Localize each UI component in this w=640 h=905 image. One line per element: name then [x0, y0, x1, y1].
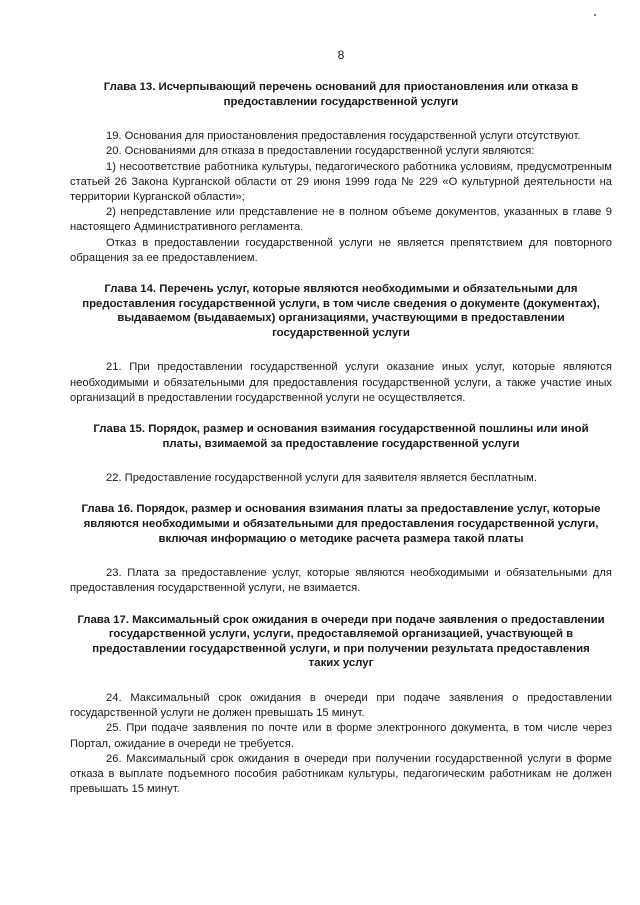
chapter-15-title: Глава 15. Порядок, размер и основания взимания государственной пошлины или иной платы, взимаемой за предоставление государственной услуги — [93, 423, 589, 450]
paragraph-25: 25. При подаче заявления по почте или в форме электронного документа, в том числе через Портал, ожидание в очереди не требуется. — [70, 722, 612, 750]
paragraph-23: 23. Плата за предоставление услуг, которые являются необходимыми и обязательными для предоставления государственной услуги, не взимается. — [70, 567, 612, 595]
paragraph-refusal-note: Отказ в предоставлении государственной услуги не является препятствием для повторного обращения за ее предоставлением. — [70, 236, 612, 264]
chapter-13-title: Глава 13. Исчерпывающий перечень оснований для приостановления или отказа в предоставлении государственной услуги — [103, 81, 579, 108]
paragraph-24: 24. Максимальный срок ожидания в очереди при подаче заявления о предоставлении государственной услуги не должен превышать 15 минут. — [70, 691, 612, 720]
page-number: 8 — [337, 48, 345, 62]
chapter-17-title: Глава 17. Максимальный срок ожидания в очереди при подаче заявления о предоставлении государственной услуги, услуги, предоставляемой организацией, участвующей в предоставлении государственной услуги, и при получении результата предоставления таких услуг — [77, 613, 605, 670]
paragraph-22: 22. Предоставление государственной услуги для заявителя является бесплатным. — [106, 472, 537, 485]
paragraph-20: 20. Основаниями для отказа в предоставлении государственной услуги являются: — [106, 145, 535, 158]
paragraph-21: 21. При предоставлении государственной услуги оказание иных услуг, которые являются необходимыми и обязательными для предоставления государственной услуги, а также участие иных организаций в предоставлении государственной услуги не осуществляется. — [70, 361, 612, 404]
scan-speck — [594, 14, 596, 16]
paragraph-20-item-1: 1) несоответствие работника культуры, педагогического работника условиям, предусмотренным статьей 26 Закона Курганской области от 29 июня 1999 года № 229 «О культурной деятельности на территории Курганской области»; — [70, 160, 612, 203]
paragraph-20-item-2: 2) непредставление или представление не в полном объеме документов, указанных в главе 9 настоящего Административного регламента. — [70, 206, 612, 234]
chapter-16-title: Глава 16. Порядок, размер и основания взимания платы за предоставление услуг, которые являются необходимыми и обязательными для предоставления государственной услуги, включая информацию о методике расчета размера такой платы — [81, 503, 601, 545]
paragraph-26: 26. Максимальный срок ожидания в очереди при получении государственной услуги в форме отказа в выплате подъемного пособия работникам культуры, педагогическим работникам не должен превышать 15 минут. — [70, 752, 612, 796]
paragraph-19: 19. Основания для приостановления предоставления государственной услуги отсутствуют. — [106, 130, 581, 143]
chapter-14-title: Глава 14. Перечень услуг, которые являются необходимыми и обязательными для предоставления государственной услуги, в том числе сведения о документе (документах), выдаваемом (выдаваемых) организациями, участвующими в предоставлении государственной услуги — [82, 283, 600, 339]
